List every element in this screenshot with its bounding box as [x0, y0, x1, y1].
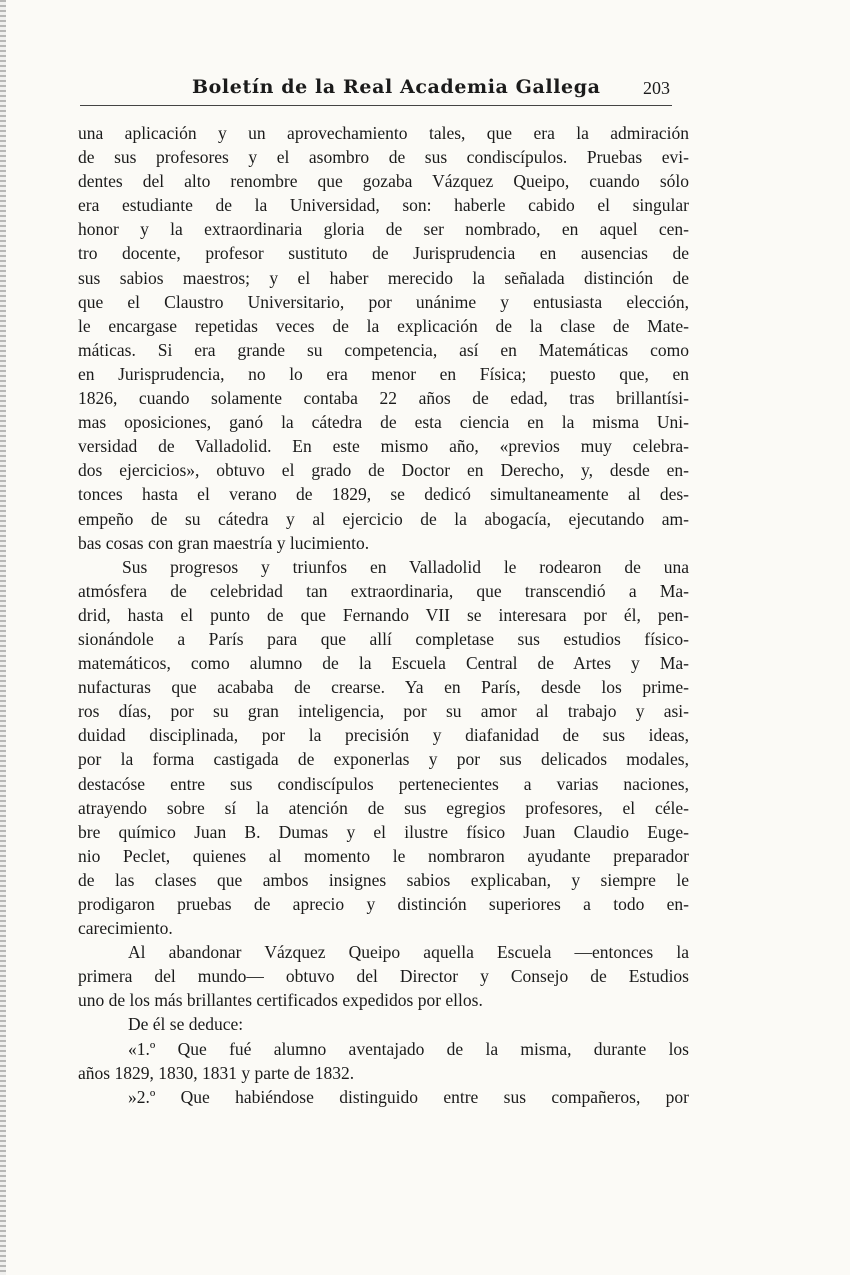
text-line: carecimiento.	[78, 918, 173, 939]
page-binding-edge	[0, 0, 6, 1275]
text-line: años 1829, 1830, 1831 y parte de 1832.	[78, 1062, 355, 1083]
text-line: era estudiante de la Universidad, son: haberle cabido el singular	[78, 195, 689, 216]
text-line: «1.º Que fué alumno aventajado de la misma, durante los	[128, 1038, 689, 1059]
text-line: prodigaron pruebas de aprecio y distinción superiores a todo en-	[78, 894, 689, 914]
text-line: honor y la extraordinaria gloria de ser nombrado, en aquel cen-	[78, 219, 689, 240]
text-line: 1826, cuando solamente contaba 22 años de edad, tras brillantísi-	[78, 388, 689, 409]
text-line: de las clases que ambos insignes sabios explicaban, y siempre le	[78, 869, 689, 890]
text-line: destacóse entre sus condiscípulos pertenecientes a varias naciones,	[78, 773, 689, 794]
text-line: una aplicación y un aprovechamiento tales, que era la admiración	[78, 123, 689, 143]
text-line: le encargase repetidas veces de la explicación de la clase de Mate-	[78, 315, 689, 336]
text-line: drid, hasta el punto de que Fernando VII se interesara por él, pen-	[78, 604, 689, 625]
text-line: tonces hasta el verano de 1829, se dedicó simultaneamente al des-	[78, 484, 689, 505]
text-line: atmósfera de celebridad tan extraordinaria, que transcendió a Ma-	[78, 580, 689, 601]
text-line: atrayendo sobre sí la atención de sus egregios profesores, el céle-	[78, 797, 689, 818]
text-line: ros días, por su gran inteligencia, por su amor al trabajo y asi-	[78, 701, 689, 722]
text-line: Al abandonar Vázquez Queipo aquella Escuela —entonces la	[128, 942, 689, 963]
running-title: Boletín de la Real Academia Gallega	[192, 76, 601, 98]
text-line: nufacturas que acababa de crearse. Ya en París, desde los prime-	[78, 677, 689, 698]
body-text	[78, 121, 689, 1109]
text-line: máticas. Si era grande su competencia, así en Matemáticas como	[78, 339, 689, 360]
header-rule	[80, 105, 672, 106]
text-line: en Jurisprudencia, no lo era menor en Física; puesto que, en	[78, 363, 689, 384]
text-line: de sus profesores y el asombro de sus condiscípulos. Pruebas evi-	[78, 147, 689, 168]
text-line: bas cosas con gran maestría y lucimiento.	[78, 532, 370, 553]
page-header	[80, 76, 680, 108]
text-line: duidad disciplinada, por la precisión y diafanidad de sus ideas,	[78, 725, 689, 746]
text-line: mas oposiciones, ganó la cátedra de esta ciencia en la misma Uni-	[78, 412, 689, 433]
text-line: matemáticos, como alumno de la Escuela Central de Artes y Ma-	[78, 653, 689, 674]
text-line: dos ejercicios», obtuvo el grado de Doctor en Derecho, y, desde en-	[78, 460, 689, 481]
text-line: que el Claustro Universitario, por unánime y entusiasta elección,	[78, 291, 689, 312]
text-line: primera del mundo— obtuvo del Director y Consejo de Estudios	[78, 966, 689, 987]
text-line: »2.º Que habiéndose distinguido entre sus compañeros, por	[128, 1086, 689, 1107]
text-line: tro docente, profesor sustituto de Jurisprudencia en ausencias de	[78, 243, 689, 264]
text-line: versidad de Valladolid. En este mismo año, «previos muy celebra-	[78, 436, 689, 457]
text-line: bre químico Juan B. Dumas y el ilustre físico Juan Claudio Euge-	[78, 821, 689, 842]
text-line: sionándole a París para que allí completase sus estudios físico-	[78, 628, 689, 649]
page-number: 203	[643, 78, 670, 98]
text-line: nio Peclet, quienes al momento le nombraron ayudante preparador	[78, 845, 689, 866]
text-line: De él se deduce:	[128, 1014, 244, 1035]
text-line: Sus progresos y triunfos en Valladolid le rodearon de una	[122, 556, 689, 577]
text-line: dentes del alto renombre que gozaba Vázquez Queipo, cuando sólo	[78, 171, 689, 192]
text-line: uno de los más brillantes certificados expedidos por ellos.	[78, 990, 483, 1011]
text-line: sus sabios maestros; y el haber merecido la señalada distinción de	[78, 267, 689, 288]
text-line: por la forma castigada de exponerlas y por sus delicados modales,	[78, 749, 689, 770]
text-line: empeño de su cátedra y al ejercicio de la abogacía, ejecutando am-	[78, 508, 689, 529]
